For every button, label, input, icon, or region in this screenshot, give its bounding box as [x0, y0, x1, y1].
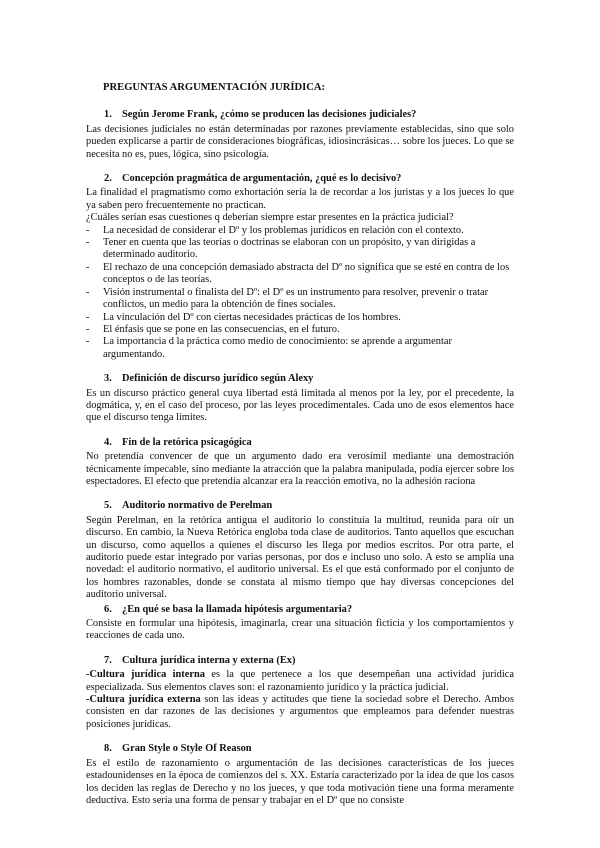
section-7 — [86, 655, 514, 731]
section-paragraph — [86, 694, 514, 731]
section-heading — [104, 173, 514, 185]
section-heading — [104, 109, 514, 121]
section-paragraph: Las decisiones judiciales no están determinadas por razones previamente establecidas, sino que solo pueden explicarse a partir de consideraciones biográficas, idiosincrásicas… sobre los jueces. Lo que se necesita no es, pues, lógica, sino psicología. — [86, 123, 514, 160]
section-number: 5. — [104, 500, 112, 512]
term-external-culture: -Cultura jurídica externa — [86, 694, 201, 706]
dash-list — [86, 225, 514, 361]
section-5 — [86, 500, 514, 601]
list-item: - Tener en cuenta que las teorías o doctrinas se elaboran con un propósito, y van dirigidas a determinado auditorio. — [86, 237, 514, 262]
section-8 — [86, 743, 514, 807]
section-heading — [104, 500, 514, 512]
list-item: - La vinculación del Dº con ciertas necesidades prácticas de los hombres. — [86, 312, 514, 324]
section-1 — [86, 109, 514, 161]
section-number: 8. — [104, 743, 112, 755]
section-number: 4. — [104, 436, 112, 448]
section-heading — [104, 437, 514, 449]
section-heading — [104, 604, 514, 616]
list-item: - La necesidad de considerar el Dº y los problemas jurídicos en relación con el contexto. — [86, 225, 514, 237]
section-heading-text: Gran Style o Style Of Reason — [122, 743, 252, 755]
section-heading-text: Auditorio normativo de Perelman — [122, 500, 273, 512]
term-internal-culture: -Cultura jurídica interna — [86, 669, 205, 681]
section-4 — [86, 437, 514, 489]
section-heading — [104, 743, 514, 755]
section-2 — [86, 173, 514, 361]
section-3 — [86, 373, 514, 425]
list-item: - Visión instrumental o finalista del Dº: el Dº es un instrumento para resolver, prevenir o tratar conflictos, un medio para la obtención de fines sociales. — [86, 287, 514, 312]
term-internal-definition: es la que pertenece a los que desempeñan una actividad jurídica especializada. Sus elementos claves son: el razonamiento jurídico y la práctica judicial. — [86, 669, 514, 693]
section-paragraph — [86, 669, 514, 694]
document-title: PREGUNTAS ARGUMENTACIÓN JURÍDICA: — [103, 82, 326, 93]
section-heading-text: ¿En qué se basa la llamada hipótesis argumentaria? — [122, 603, 353, 615]
section-heading-text: Definición de discurso jurídico según Alexy — [122, 373, 314, 385]
section-paragraph: Es un discurso práctico general cuya libertad está limitada al menos por la ley, por el precedente, la dogmática, y, en el caso del proceso, por las leyes procedimentales. Cada uno de esos elementos hace que el discurso tenga límites. — [86, 387, 514, 424]
section-number: 7. — [104, 654, 112, 666]
section-number: 1. — [104, 109, 112, 121]
term-external-definition: son las ideas y actitudes que tiene la sociedad sobre el Derecho. Ambos consisten en dar razones de las decisiones y argumentos que empleamos para defender nuestras posiciones jurídicas. — [86, 694, 514, 730]
list-item: - El rechazo de una concepción demasiado abstracta del Dº no significa que se esté en contra de los conceptos o de las teorías. — [86, 262, 514, 287]
section-paragraph: Es el estilo de razonamiento o argumentación de las decisiones características de los jueces estadounidenses en la época de comienzos del s. XX. Estaría caracterizado por la idea de que los casos los deciden las reglas de Derecho y no los jueces, y que toda motivación tiene una forma meramente deductiva. Esto sería una forma de pensar y trabajar en el Dº que no consiste — [86, 757, 514, 806]
section-paragraph: La finalidad el pragmatismo como exhortación sería la de recordar a los juristas y a los jueces lo que ya saben pero frecuentemente no practican. — [86, 187, 514, 211]
section-number: 3. — [104, 373, 112, 385]
list-item: - La importancia d la práctica como medio de conocimiento: se aprende a argumentar argumentando. — [86, 336, 514, 361]
section-paragraph: Según Perelman, en la retórica antigua el auditorio lo constituía la multitud, reunida para oír un discurso. En cambio, la Nueva Retórica engloba toda clase de auditorios. Tanto aquellos que escuchan un discurso, como aquellos a quienes el discurso les llega por medios escritos. Por otra parte, el auditorio puede estar integrado por varias personas, por dos e incluso uno solo. A esto se amplía una novedad: el auditorio normativo, el auditorio universal. Es el que está conformado por el conjunto de los hombres razonables, donde se constata al mismo tiempo que hay diversas concepciones del auditorio universal. — [86, 514, 514, 601]
section-number: 2. — [104, 173, 112, 185]
section-paragraph: No pretendía convencer de que un argumento dado era verosímil mediante una demostración técnicamente impecable, sino mediante la atracción que la palabra manipulada, podía ejercer sobre los espectadores. El efecto que pretendía alcanzar era la reacción emotiva, no la adhesión raciona — [86, 451, 514, 487]
section-6 — [86, 604, 514, 643]
section-paragraph: Consiste en formular una hipótesis, imaginarla, crear una situación ficticia y los comportamientos y reacciones de cada uno. — [86, 618, 514, 642]
section-heading-text: Fin de la retórica psicagógica — [122, 436, 252, 448]
section-heading — [104, 655, 514, 667]
section-heading-text: Cultura jurídica interna y externa (Ex) — [122, 654, 296, 666]
section-heading-text: Concepción pragmática de argumentación, ¿qué es lo decisivo? — [122, 173, 402, 185]
section-heading — [104, 373, 514, 385]
section-paragraph: ¿Cuáles serían esas cuestiones q deberían siempre estar presentes en la práctica judicial? — [86, 212, 454, 224]
section-number: 6. — [104, 603, 112, 615]
section-heading-text: Según Jerome Frank, ¿cómo se producen las decisiones judiciales? — [122, 109, 417, 121]
list-item: - El énfasis que se pone en las consecuencias, en el futuro. — [86, 324, 514, 336]
